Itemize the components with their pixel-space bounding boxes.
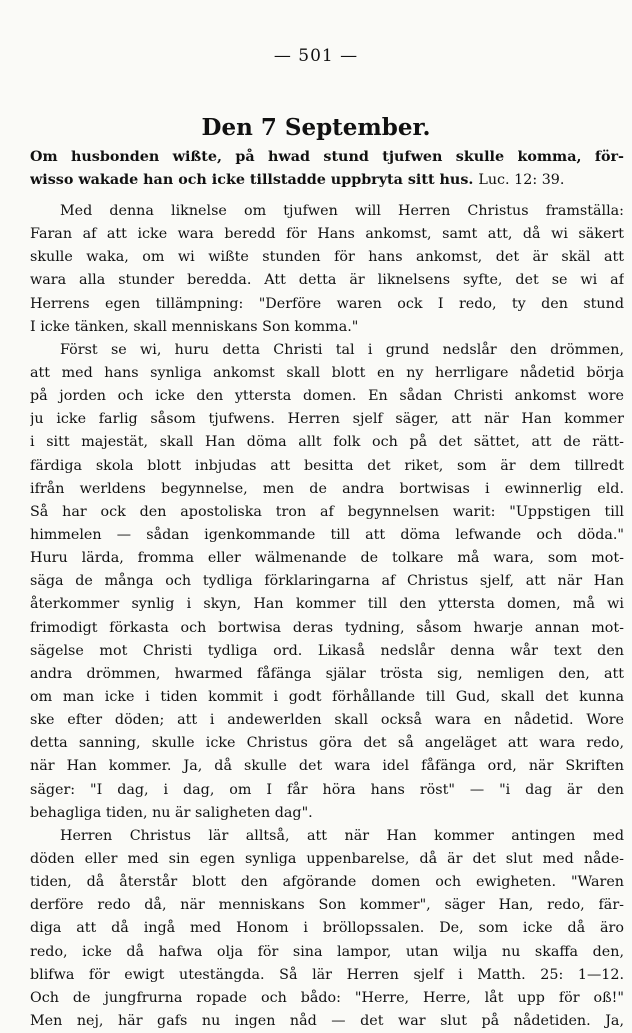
body-line: Och de jungfrurna ropade och bådo: "Herre, Herre, låt upp för oß!" bbox=[30, 989, 624, 1006]
body-line: Herren Christus lär alltså, att när Han kommer antingen med bbox=[60, 827, 624, 844]
body-line: detta sanning, skulle icke Christus göra det så angeläget att wara redo, bbox=[30, 735, 624, 752]
body-line: derföre redo då, när menniskans Son kommer", säger Han, redo, fär- bbox=[30, 897, 624, 914]
body-line: när Han kommer. Ja, då skulle det wara idel fåfänga ord, när Skriften bbox=[30, 758, 624, 775]
body-line: andra drömmen, hwarmed fåfänga själar trösta sig, nemligen den, att bbox=[30, 665, 624, 682]
page-number: — 501 — bbox=[273, 46, 359, 66]
body-line: återkommer synlig i skyn, Han kommer till den yttersta domen, må wi bbox=[30, 596, 624, 613]
body-line: diga att då ingå med Honom i bröllopssalen. De, som icke då äro bbox=[30, 920, 624, 937]
body-line: himmelen — sådan igenkommande till att döma lefwande och döda." bbox=[30, 526, 624, 543]
body-line: döden eller med sin egen synliga uppenbarelse, då är det slut med nåde- bbox=[30, 850, 624, 867]
body-line: ju icke farlig såsom tjufwens. Herren sjelf säger, att när Han kommer bbox=[30, 411, 624, 428]
body-line: skulle waka, om wi wißte stunden för hans ankomst, det är skäl att bbox=[30, 249, 624, 266]
body-line: redo, icke då hafwa olja för sina lampor, utan wilja nu skaffa den, bbox=[30, 943, 624, 960]
body-line: Men nej, här gafs nu ingen nåd — det war slut på nådetiden. Ja, bbox=[30, 1012, 624, 1029]
devotion-heading bbox=[30, 146, 624, 192]
body-line: att med hans synliga ankomst skall blott en ny herrligare nådetid börja bbox=[30, 364, 624, 381]
scripture-reference: Luc. 12: 39. bbox=[478, 172, 565, 189]
body-line: behagliga tiden, nu är saligheten dag". bbox=[30, 804, 313, 821]
body-line: Så har ock den apostoliska tron af begynnelsen warit: "Uppstigen till bbox=[30, 503, 624, 520]
body-line: ske efter döden; att i andewerlden skall också wara en nådetid. Wore bbox=[30, 712, 624, 729]
body-line: om man icke i tiden kommit i godt förhållande till Gud, skall det kunna bbox=[30, 688, 624, 705]
body-line: wara alla stunder beredda. Att detta är liknelsens syfte, det se wi af bbox=[30, 272, 624, 289]
body-line: I icke tänken, skall menniskans Son komma." bbox=[30, 318, 359, 335]
body-line: säger: "I dag, i dag, om I får höra hans röst" — "i dag är den bbox=[30, 781, 624, 798]
body-line: tiden, då återstår blott den afgörande domen och ewigheten. "Waren bbox=[30, 874, 624, 891]
body-line: blifwa för ewigt utestängda. Så lär Herren sjelf i Matth. 25: 1—12. bbox=[30, 966, 624, 983]
body-line: i sitt majestät, skall Han döma allt folk och på det sättet, att de rätt- bbox=[30, 434, 624, 451]
body-line: färdiga skola blott inbjudas att besitta det riket, som är dem tillredt bbox=[30, 457, 624, 474]
body-line: Huru lärda, fromma eller wälmenande de tolkare må wara, som mot- bbox=[30, 550, 624, 567]
heading-line-2-text: wisso wakade han och icke tillstadde uppbryta sitt hus. bbox=[30, 172, 474, 189]
body-line: på jorden och icke den yttersta domen. En sådan Christi ankomst wore bbox=[30, 388, 624, 405]
body-line: Herrens egen tillämpning: "Derföre waren ock I redo, ty den stund bbox=[30, 295, 624, 312]
body-line: Faran af att icke wara beredd för Hans ankomst, samt att, då wi säkert bbox=[30, 226, 624, 243]
body-line: Med denna liknelse om tjufwen will Herren Christus framställa: bbox=[60, 203, 624, 219]
body-line: frimodigt förkasta och bortwisa deras tydning, såsom hwarje annan mot- bbox=[30, 619, 624, 636]
heading-line-2 bbox=[30, 169, 624, 192]
body-line: ifrån werldens begynnelse, men de andra bortwisas i ewinnerlig eld. bbox=[30, 480, 624, 497]
body-line: sägelse mot Christi tydliga ord. Likaså nedslår denna wår text den bbox=[30, 642, 624, 659]
body-line: säga de många och tydliga förklaringarna af Christus sjelf, att när Han bbox=[30, 573, 624, 590]
heading-line-1: Om husbonden wißte, på hwad stund tjufwen skulle komma, för- bbox=[30, 149, 624, 165]
body-text bbox=[30, 200, 624, 1033]
section-title: Den 7 September. bbox=[201, 114, 431, 141]
body-line: Först se wi, huru detta Christi tal i grund nedslår den drömmen, bbox=[60, 341, 624, 358]
